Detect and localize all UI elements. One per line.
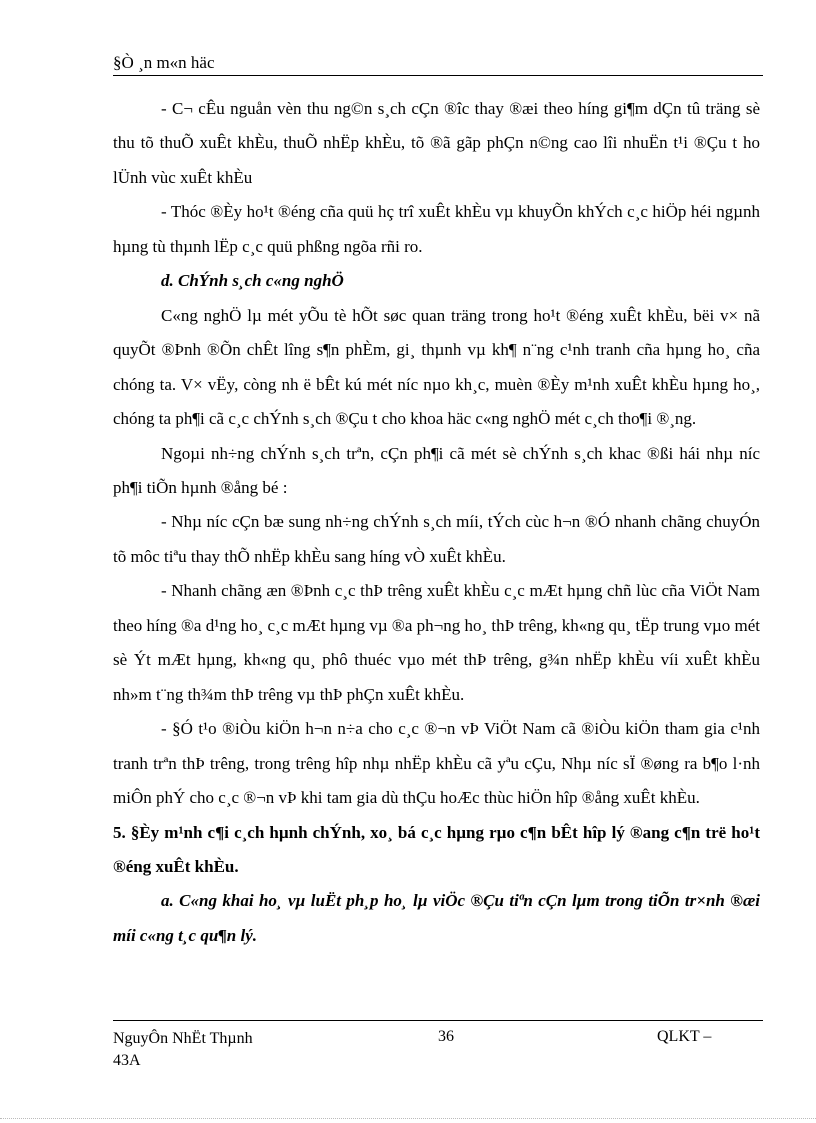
- paragraph: - Nhµ níc cÇn bæ sung nh÷ng chÝnh s¸ch míi, tÝch cùc h¬n ®Ó nhanh chãng chuyÓn tõ môc tiªu thay thÕ nhËp khÈu sang híng vÒ xuÊt khÈu.: [113, 512, 760, 566]
- paragraph: - Nhanh chãng æn ®Þnh c¸c thÞ trêng xuÊt khÈu c¸c mÆt hµng chñ lùc cña ViÖt Nam theo híng ®a d¹ng ho¸ c¸c mÆt hµng vµ ®a ph¬ng ho¸ thÞ trêng, kh«ng qu¸ tËp trung vµo mét sè Ýt mÆt hµng, kh«ng qu¸ phô thuéc vµo mét thÞ trêng, g¾n nhËp khÈu víi xuÊt khÈu nh»m t¨ng th¾m thÞ trêng vµ thÞ phÇn xuÊt khÈu.: [113, 581, 760, 704]
- paragraph: - C¬ cÊu nguån vèn thu ng©n s¸ch cÇn ®îc thay ®æi theo híng gi¶m dÇn tû träng sè thu tõ thuÕ xuÊt khÈu, thuÕ nhËp khÈu, tõ ®ã gãp phÇn n©ng cao lîi nhuËn t¹i ®Çu t ho lÜnh vùc xuÊt khÈu: [113, 99, 760, 187]
- section-heading-administrative-reform: 5. §Èy m¹nh c¶i c¸ch hµnh chÝnh, xo¸ bá c¸c hµng rµo c¶n bÊt hîp lý ®ang c¶n trë ho¹t ®éng xuÊt khÈu.: [113, 822, 760, 876]
- subsection-heading-publicize-laws: a. C«ng khai ho¸ vµ luËt ph¸p ho¸ lµ viÖc ®Çu tiªn cÇn lµm trong tiÕn tr×nh ®æi míi c«ng t¸c qu¶n lý.: [113, 891, 760, 945]
- paragraph: Ngoµi nh÷ng chÝnh s¸ch trªn, cÇn ph¶i cã mét sè chÝnh s¸ch khac ®ßi hái nhµ níc ph¶i tiÕn hµnh ®ång bé :: [113, 443, 760, 497]
- paragraph: - Thóc ®Èy ho¹t ®éng cña quü hç trî xuÊt khÈu vµ khuyÕn khÝch c¸c hiÖp héi ngµnh hµng tù thµnh lËp c¸c quü phßng ngõa rñi ro.: [113, 202, 760, 256]
- page-boundary: [0, 1118, 816, 1119]
- footer-author-block: [113, 1028, 253, 1072]
- footer-author: NguyÔn NhËt Thµnh: [113, 1030, 253, 1047]
- footer-class: 43A: [113, 1052, 141, 1069]
- page-number: 36: [438, 1028, 454, 1045]
- header-rule: [113, 75, 763, 76]
- footer-rule: [113, 1020, 763, 1021]
- paragraph: - §Ó t¹o ®iÒu kiÖn h¬n n÷a cho c¸c ®¬n vÞ ViÖt Nam cã ®iÒu kiÖn tham gia c¹nh tranh trªn thÞ trêng, trong trêng hîp nhµ nhËp khÈu cã yªu cÇu, Nhµ níc sÏ ®øng ra b¶o l·nh miÔn phÝ cho c¸c ®¬n vÞ khi tam gia dù thÇu hoÆc thùc hiÖn hîp ®ång xuÊt khÈu.: [113, 719, 760, 808]
- section-heading-technology-policy: d. ChÝnh s¸ch c«ng nghÖ: [161, 271, 344, 291]
- body-text: [113, 92, 760, 953]
- footer-department: QLKT –: [657, 1028, 712, 1045]
- page-header-title: §Ò ¸n m«n häc: [113, 53, 215, 72]
- paragraph: C«ng nghÖ lµ mét yÕu tè hÕt søc quan träng trong ho¹t ®éng xuÊt khÈu, bëi v× nã quyÕt ®Þnh ®Õn chÊt lîng s¶n phÈm, gi¸ thµnh vµ kh¶ n¨ng c¹nh tranh cña hµng ho¸ cña chóng ta. V× vËy, còng nh ë bÊt kú mét níc nµo kh¸c, muèn ®Èy m¹nh xuÊt khÈu hµng ho¸, chóng ta ph¶i cã c¸c chÝnh s¸ch ®Çu t cho khoa häc c«ng nghÖ mét c¸ch tho¶i ®¸ng.: [113, 305, 760, 429]
